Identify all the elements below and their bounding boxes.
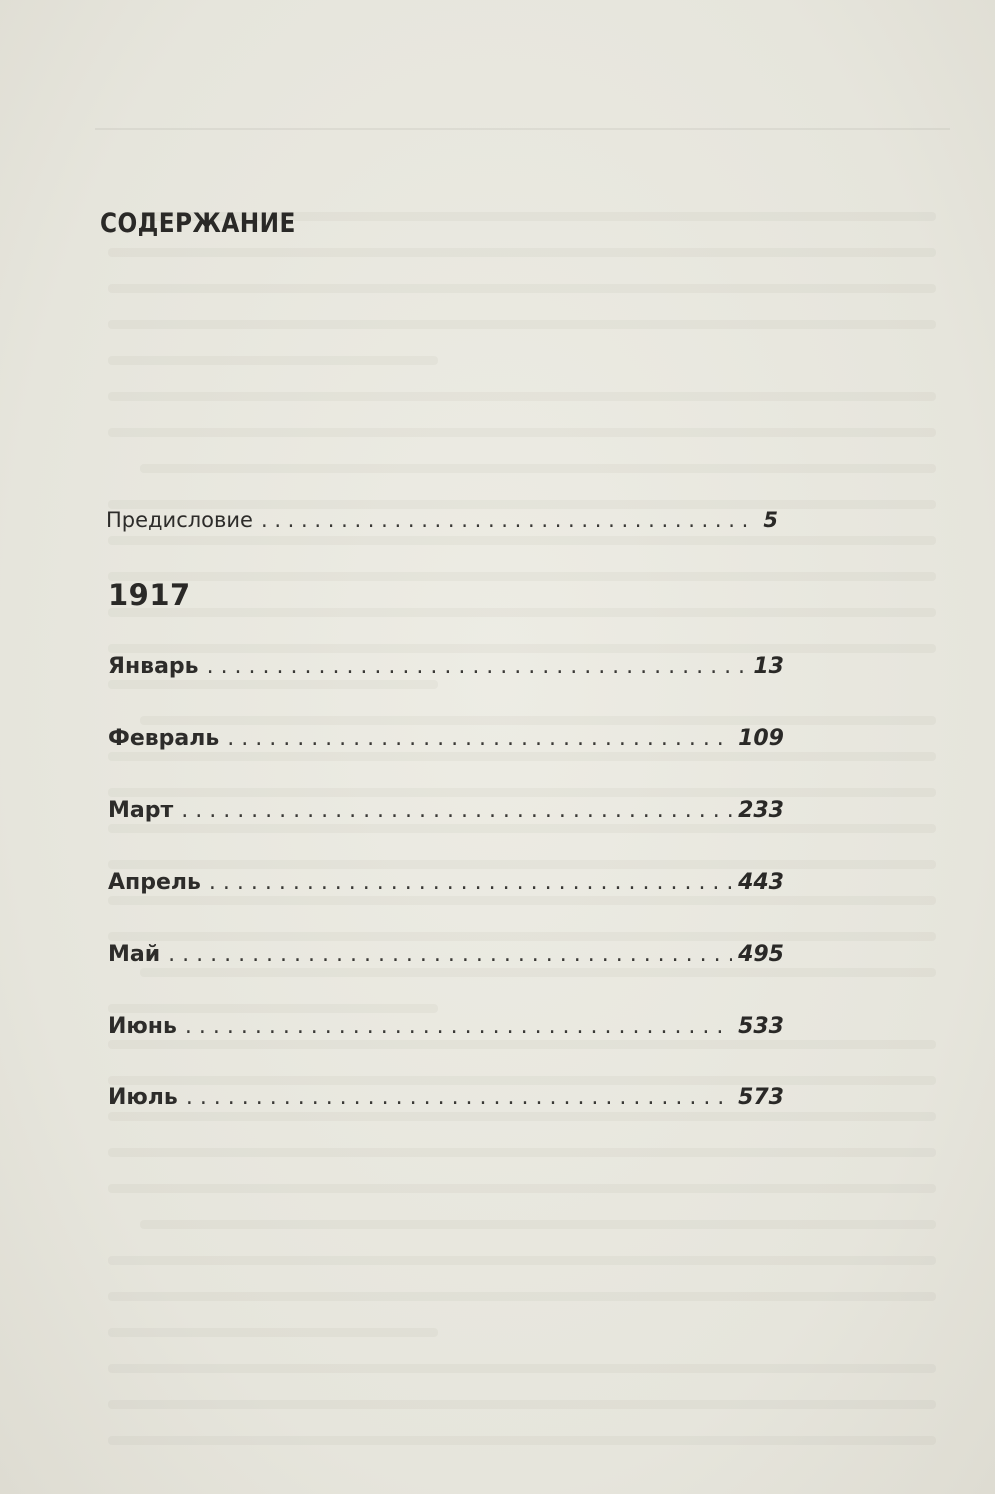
- bleed-through-line: [108, 1184, 936, 1193]
- dot-leader: [168, 942, 732, 967]
- bleed-through-line: [108, 1040, 936, 1049]
- bleed-through-line: [108, 608, 936, 617]
- toc-entry-page: 109: [738, 726, 784, 751]
- toc-entry-label: Март: [108, 798, 174, 823]
- bleed-through-line: [108, 788, 936, 797]
- bleed-through-line: [108, 896, 936, 905]
- bleed-through-line: [140, 464, 936, 473]
- bleed-through-line: [108, 1436, 936, 1445]
- bleed-through-line: [108, 1400, 936, 1409]
- bleed-through-line: [108, 284, 936, 293]
- bleed-through-line: [108, 932, 936, 941]
- bleed-through-line: [108, 572, 936, 581]
- bleed-through-line: [108, 1364, 936, 1373]
- bleed-through-line: [108, 1076, 936, 1085]
- dot-leader: [209, 870, 732, 895]
- toc-entry-label: Июнь: [108, 1014, 177, 1039]
- section-year: 1917: [108, 578, 191, 612]
- toc-entry-month: [108, 1085, 784, 1110]
- toc-entry-month: [108, 798, 784, 823]
- toc-entry-page: 495: [738, 942, 784, 967]
- bleed-through-line: [108, 536, 936, 545]
- dot-leader: [227, 726, 732, 751]
- dot-leader: [185, 1014, 732, 1039]
- bleed-through-line: [108, 1292, 936, 1301]
- bleed-through-line: [108, 860, 936, 869]
- toc-entry-page: 13: [753, 654, 784, 679]
- toc-entry-month: [108, 870, 784, 895]
- bleed-through-line: [108, 248, 936, 257]
- dot-leader: [181, 798, 732, 823]
- bleed-through-line: [108, 644, 936, 653]
- bleed-through-line: [108, 1148, 936, 1157]
- bleed-through-line: [108, 752, 936, 761]
- toc-entry-page: 573: [738, 1085, 784, 1110]
- toc-entry-label: Май: [108, 942, 161, 967]
- toc-entry-month: [108, 942, 784, 967]
- toc-entry-month: [108, 726, 784, 751]
- dot-leader: [261, 508, 757, 532]
- toc-entry-month: [108, 654, 784, 679]
- toc-entry-page: 233: [738, 798, 784, 823]
- toc-entry-page: 533: [738, 1014, 784, 1039]
- bleed-through-line: [108, 320, 936, 329]
- dot-leader: [186, 1085, 732, 1110]
- bleed-through-rule: [95, 128, 950, 130]
- bleed-through-line: [108, 356, 438, 365]
- toc-entry-page: 443: [738, 870, 784, 895]
- bleed-through-line: [108, 1004, 438, 1013]
- bleed-through-line: [140, 968, 936, 977]
- bleed-through-line: [108, 680, 438, 689]
- toc-entry-label: Январь: [108, 654, 199, 679]
- bleed-through-line: [108, 1328, 438, 1337]
- bleed-through-line: [108, 1112, 936, 1121]
- dot-leader: [207, 654, 748, 679]
- toc-entry-page: 5: [763, 508, 778, 532]
- bleed-through-line: [108, 392, 936, 401]
- toc-entry-label: Февраль: [108, 726, 220, 751]
- bleed-through-line: [140, 1220, 936, 1229]
- toc-entry-preface: [106, 508, 778, 532]
- toc-entry-label: Предисловие: [106, 508, 253, 532]
- toc-entry-label: Июль: [108, 1085, 178, 1110]
- bleed-through-line: [108, 824, 936, 833]
- toc-entry-month: [108, 1014, 784, 1039]
- bleed-through-line: [108, 428, 936, 437]
- contents-heading: СОДЕРЖАНИЕ: [100, 208, 296, 239]
- bleed-through-line: [108, 1256, 936, 1265]
- toc-entry-label: Апрель: [108, 870, 201, 895]
- bleed-through-line: [140, 716, 936, 725]
